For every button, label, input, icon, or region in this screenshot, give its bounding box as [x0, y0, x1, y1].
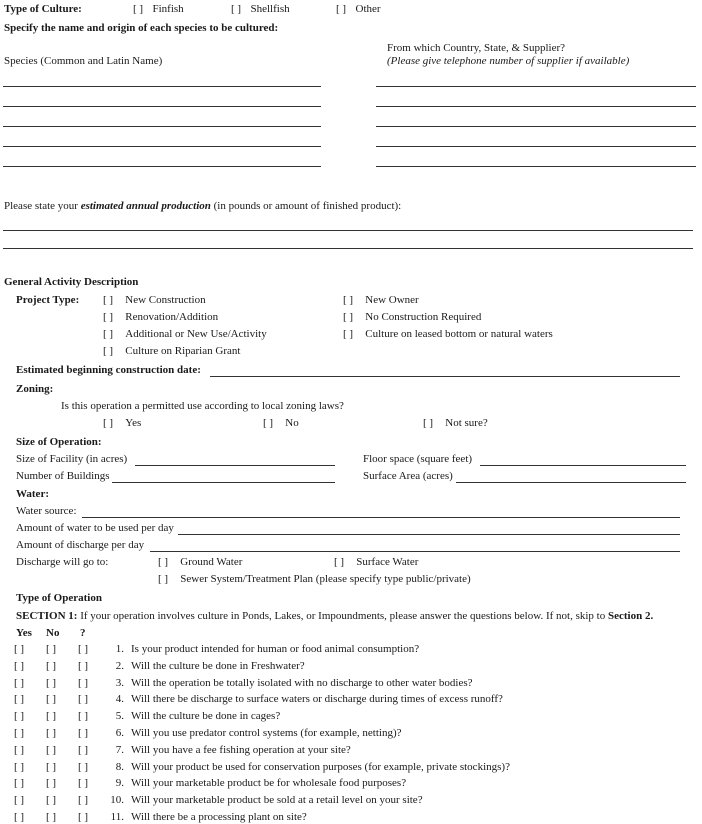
- question-number: 5.: [115, 710, 124, 723]
- water-usage-label: Amount of water to be used per day: [16, 522, 174, 534]
- checkbox[interactable]: [ ]: [231, 3, 242, 15]
- option-label: Additional or New Use/Activity: [125, 328, 267, 340]
- question-text: Will you have a fee fishing operation at your site?: [131, 743, 351, 756]
- answer-no-checkbox[interactable]: [ ]: [46, 777, 57, 790]
- answer-yes-checkbox[interactable]: [ ]: [14, 676, 25, 689]
- production-input-line[interactable]: [3, 230, 693, 231]
- question-number: 11.: [110, 811, 124, 823]
- question-number: 7.: [115, 743, 124, 756]
- discharge-amount-input-line[interactable]: [150, 551, 680, 552]
- answer-yes-checkbox[interactable]: [ ]: [14, 811, 25, 823]
- option-label: Other: [355, 3, 381, 15]
- discharge-option-sewer[interactable]: [158, 573, 471, 585]
- discharge-to-label: Discharge will go to:: [16, 556, 109, 568]
- type-of-operation-title: Type of Operation: [16, 592, 102, 604]
- origin-input-line[interactable]: [376, 146, 696, 147]
- checkbox[interactable]: [ ]: [423, 417, 434, 429]
- culture-option-other[interactable]: [336, 3, 381, 15]
- option-label: Renovation/Addition: [125, 311, 219, 323]
- species-input-line[interactable]: [3, 146, 321, 147]
- checkbox[interactable]: [ ]: [103, 311, 114, 323]
- answer-unsure-checkbox[interactable]: [ ]: [78, 643, 89, 655]
- question-number: 3.: [115, 676, 124, 689]
- option-label: Yes: [125, 417, 142, 429]
- option-label: Ground Water: [180, 556, 243, 568]
- question-text: Will the culture be done in Freshwater?: [131, 659, 305, 672]
- origin-column-note: (Please give telephone number of supplier if available): [387, 55, 630, 67]
- species-input-line[interactable]: [3, 126, 321, 127]
- checkbox[interactable]: [ ]: [103, 417, 114, 429]
- checkbox[interactable]: [ ]: [343, 311, 354, 323]
- question-number: 8.: [115, 760, 124, 773]
- answer-no-checkbox[interactable]: [ ]: [46, 659, 57, 672]
- type-of-culture-label: Type of Culture:: [4, 3, 82, 15]
- answer-unsure-checkbox[interactable]: [ ]: [78, 794, 89, 807]
- answer-yes-checkbox[interactable]: [ ]: [14, 760, 25, 773]
- zoning-option-no[interactable]: [263, 417, 299, 429]
- origin-input-line[interactable]: [376, 166, 696, 167]
- question-text: Will there be discharge to surface waters or discharge during times of excess runoff?: [131, 693, 503, 706]
- checkbox[interactable]: [ ]: [263, 417, 274, 429]
- answer-yes-checkbox[interactable]: [ ]: [14, 693, 25, 706]
- size-of-operation-title: Size of Operation:: [16, 436, 102, 448]
- origin-input-line[interactable]: [376, 86, 696, 87]
- buildings-label: Number of Buildings: [16, 470, 110, 482]
- general-activity-title: General Activity Description: [4, 276, 139, 288]
- checkbox[interactable]: [ ]: [133, 3, 144, 15]
- answer-no-checkbox[interactable]: [ ]: [46, 811, 57, 823]
- answer-unsure-checkbox[interactable]: [ ]: [78, 760, 89, 773]
- section1-end: .: [650, 610, 654, 622]
- production-prefix: Please state your: [4, 200, 81, 212]
- answer-no-checkbox[interactable]: [ ]: [46, 760, 57, 773]
- answer-no-checkbox[interactable]: [ ]: [46, 676, 57, 689]
- column-no-header: No: [46, 627, 60, 639]
- column-yes-header: Yes: [16, 627, 32, 639]
- water-title: Water:: [16, 488, 49, 500]
- answer-no-checkbox[interactable]: [ ]: [46, 794, 57, 807]
- answer-unsure-checkbox[interactable]: [ ]: [78, 710, 89, 723]
- answer-unsure-checkbox[interactable]: [ ]: [78, 676, 89, 689]
- checkbox[interactable]: [ ]: [158, 573, 169, 585]
- floor-space-label: Floor space (square feet): [363, 453, 473, 465]
- question-text: Will your marketable product be for wholesale food purposes?: [131, 777, 407, 790]
- question-number: 1.: [115, 643, 124, 655]
- construction-date-label: Estimated beginning construction date:: [16, 364, 201, 376]
- origin-input-line[interactable]: [376, 126, 696, 127]
- checkbox[interactable]: [ ]: [103, 294, 114, 306]
- option-label: Not sure?: [445, 417, 488, 429]
- water-source-label: Water source:: [16, 505, 77, 517]
- checkbox[interactable]: [ ]: [103, 328, 114, 340]
- species-column-label: Species (Common and Latin Name): [4, 55, 163, 67]
- origin-column-label: From which Country, State, & Supplier?: [387, 42, 566, 54]
- option-label: No Construction Required: [365, 311, 482, 323]
- surface-area-label: Surface Area (acres): [363, 470, 453, 482]
- project-type-no-construction[interactable]: [343, 311, 481, 323]
- project-type-label: Project Type:: [16, 294, 80, 306]
- checkbox[interactable]: [ ]: [343, 294, 354, 306]
- answer-unsure-checkbox[interactable]: [ ]: [78, 777, 89, 790]
- zoning-option-not-sure[interactable]: [423, 417, 488, 429]
- question-text: Will the operation be totally isolated with no discharge to other water bodies?: [131, 676, 473, 689]
- buildings-input-line[interactable]: [112, 482, 335, 483]
- answer-no-checkbox[interactable]: [ ]: [46, 693, 57, 706]
- origin-input-line[interactable]: [376, 106, 696, 107]
- question-number: 6.: [115, 727, 124, 739]
- production-emphasis: estimated annual production: [80, 200, 211, 212]
- discharge-option-ground-water[interactable]: [158, 556, 242, 568]
- answer-no-checkbox[interactable]: [ ]: [46, 743, 57, 756]
- production-prompt: [4, 200, 401, 212]
- answer-unsure-checkbox[interactable]: [ ]: [78, 743, 89, 756]
- project-type-additional-use[interactable]: [103, 328, 267, 340]
- facility-size-label: Size of Facility (in acres): [16, 453, 128, 465]
- floor-space-input-line[interactable]: [480, 465, 686, 466]
- option-label: Finfish: [152, 3, 184, 15]
- section1-label: SECTION 1:: [16, 610, 78, 622]
- checkbox[interactable]: [ ]: [343, 328, 354, 340]
- answer-yes-checkbox[interactable]: [ ]: [14, 710, 25, 723]
- question-number: 2.: [115, 659, 124, 672]
- checkbox[interactable]: [ ]: [103, 345, 114, 357]
- answer-yes-checkbox[interactable]: [ ]: [14, 743, 25, 756]
- production-input-line[interactable]: [3, 248, 693, 249]
- answer-unsure-checkbox[interactable]: [ ]: [78, 693, 89, 706]
- project-type-new-construction[interactable]: [103, 294, 206, 306]
- production-suffix: (in pounds or amount of finished product):: [210, 200, 402, 212]
- answer-yes-checkbox[interactable]: [ ]: [14, 794, 25, 807]
- answer-no-checkbox[interactable]: [ ]: [46, 710, 57, 723]
- facility-size-input-line[interactable]: [135, 465, 335, 466]
- zoning-option-yes[interactable]: [103, 417, 141, 429]
- checkbox[interactable]: [ ]: [158, 556, 169, 568]
- question-number: 10.: [110, 794, 124, 807]
- answer-yes-checkbox[interactable]: [ ]: [14, 659, 25, 672]
- option-label: New Construction: [125, 294, 206, 306]
- construction-date-input-line[interactable]: [210, 376, 680, 377]
- option-label: New Owner: [365, 294, 419, 306]
- zoning-title: Zoning:: [16, 383, 54, 395]
- water-source-input-line[interactable]: [82, 517, 680, 518]
- project-type-renovation[interactable]: [103, 311, 218, 323]
- question-text: Is your product intended for human or food animal consumption?: [131, 643, 420, 655]
- section1-text: If your operation involves culture in Ponds, Lakes, or Impoundments, please answer the questions below. If not, skip to: [77, 610, 608, 622]
- species-input-line[interactable]: [3, 106, 321, 107]
- section1-instructions: [16, 610, 653, 622]
- question-number: 9.: [115, 777, 124, 790]
- culture-option-finfish[interactable]: [133, 3, 184, 15]
- question-text: Will your product be used for conservation purposes (for example, private stockings)?: [131, 760, 510, 773]
- answer-yes-checkbox[interactable]: [ ]: [14, 777, 25, 790]
- option-label: Culture on Riparian Grant: [125, 345, 241, 357]
- question-text: Will you use predator control systems (for example, netting)?: [131, 727, 402, 739]
- discharge-option-surface-water[interactable]: [334, 556, 418, 568]
- question-text: Will your marketable product be sold at a retail level on your site?: [131, 794, 423, 807]
- discharge-amount-label: Amount of discharge per day: [16, 539, 145, 551]
- species-input-line[interactable]: [3, 166, 321, 167]
- section2-link: Section 2: [607, 610, 651, 622]
- option-label: Culture on leased bottom or natural waters: [365, 328, 553, 340]
- surface-area-input-line[interactable]: [456, 482, 686, 483]
- option-label: Sewer System/Treatment Plan (please specify type public/private): [180, 573, 471, 585]
- checkbox[interactable]: [ ]: [334, 556, 345, 568]
- zoning-question: Is this operation a permitted use according to local zoning laws?: [61, 400, 344, 412]
- species-section-title: Specify the name and origin of each species to be cultured:: [4, 22, 279, 34]
- answer-yes-checkbox[interactable]: [ ]: [14, 727, 25, 739]
- answer-no-checkbox[interactable]: [ ]: [46, 727, 57, 739]
- project-type-new-owner[interactable]: [343, 294, 419, 306]
- column-unsure-header: ?: [80, 627, 86, 639]
- project-type-leased-bottom[interactable]: [343, 328, 553, 340]
- option-label: No: [285, 417, 299, 429]
- question-number: 4.: [115, 693, 124, 706]
- culture-option-shellfish[interactable]: [231, 3, 290, 15]
- option-label: Surface Water: [356, 556, 419, 568]
- answer-unsure-checkbox[interactable]: [ ]: [78, 659, 89, 672]
- answer-unsure-checkbox[interactable]: [ ]: [78, 811, 89, 823]
- answer-unsure-checkbox[interactable]: [ ]: [78, 727, 89, 739]
- option-label: Shellfish: [250, 3, 290, 15]
- project-type-riparian-grant[interactable]: [103, 345, 240, 357]
- answer-no-checkbox[interactable]: [ ]: [46, 643, 57, 655]
- water-usage-input-line[interactable]: [178, 534, 680, 535]
- question-text: Will the culture be done in cages?: [131, 710, 281, 723]
- checkbox[interactable]: [ ]: [336, 3, 347, 15]
- species-input-line[interactable]: [3, 86, 321, 87]
- answer-yes-checkbox[interactable]: [ ]: [14, 643, 25, 655]
- question-text: Will there be a processing plant on site?: [131, 811, 307, 823]
